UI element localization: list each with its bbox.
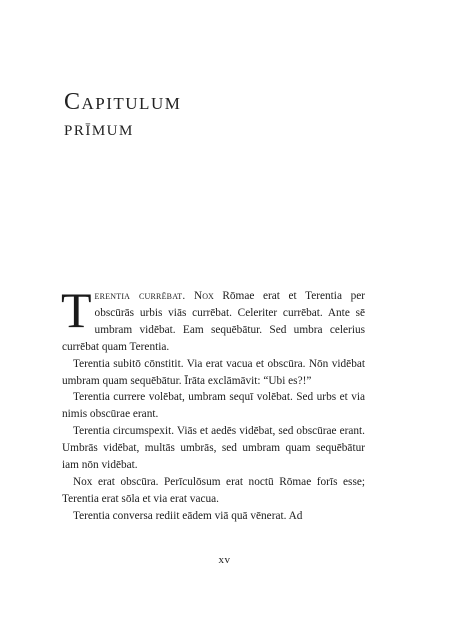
paragraph-6: Terentia conversa rediit eādem viā quā vēnerat. Ad — [73, 509, 303, 522]
paragraph-1-text: Rōmae erat et Terentia per obscūrās urbis viās currēbat. Celeriter currēbat. Ante sē umbram vidēbat. Eam sequēbātur. Sed umbra celerius currēbat quam Terentia. — [62, 290, 365, 353]
chapter-title-line1: Capitulum — [64, 89, 182, 115]
chapter-title — [64, 90, 181, 140]
paragraph-1 — [61, 282, 365, 356]
paragraph-2: Terentia subitō cōnstitit. Via erat vacua et obscūra. Nōn vidēbat umbram quam sequēbātur. Īrāta exclāmāvit: “Ubi es?!” — [62, 357, 365, 387]
drop-cap: T — [61, 282, 92, 338]
paragraph-4: Terentia circumspexit. Viās et aedēs vidēbat, sed obscūrae erant. Umbrās vidēbat, multās umbrās, sed umbram quam sequēbātur iam nōn vidēbat. — [62, 425, 365, 472]
page-number: xv — [218, 554, 231, 566]
lead-in-small-caps: erentia currēbat. — [94, 290, 186, 302]
paragraph-3: Terentia currere volēbat, umbram sequī volēbat. Sed urbs et via nimis obscūrae erant. — [62, 391, 365, 421]
paragraph-5: Nox erat obscūra. Perīculōsum erat noctū Rōmae forīs esse; Terentia erat sōla et via erat vacua. — [62, 475, 365, 505]
lead-in-small-caps-2: Nox — [194, 290, 214, 302]
chapter-title-line2: prīmum — [64, 115, 134, 140]
chapter-body — [61, 282, 365, 525]
